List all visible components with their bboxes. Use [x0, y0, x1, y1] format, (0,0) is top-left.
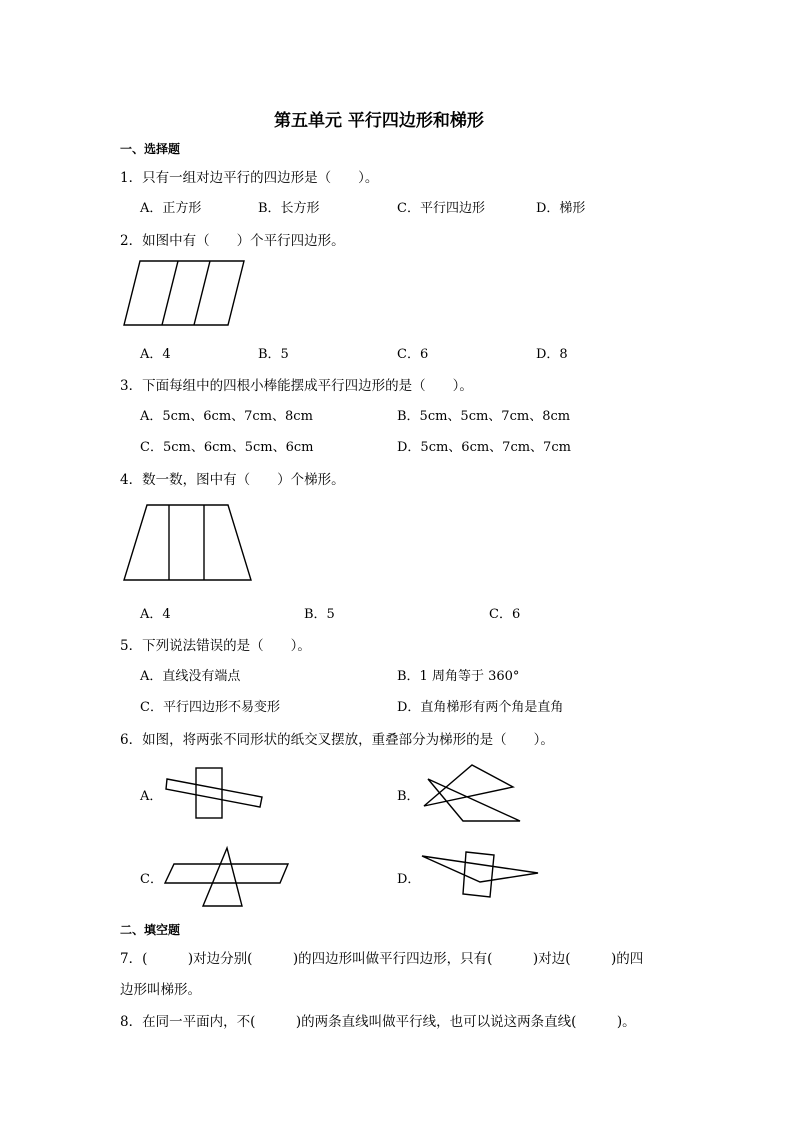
q6-option-d[interactable]: D． [397, 872, 421, 887]
q1-option-c[interactable]: C．平行四边形 [397, 201, 485, 216]
q1-option-b[interactable]: B．长方形 [258, 201, 320, 216]
q2-option-c[interactable]: C．6 [397, 347, 429, 362]
question-8: 8．在同一平面内，不( )的两条直线叫做平行线，也可以说这两条直线( )。 [120, 1014, 636, 1030]
q3-option-d[interactable]: D．5cm、6cm、7cm、7cm [397, 440, 571, 455]
q6-option-a[interactable]: A． [140, 789, 163, 804]
question-6: 6．如图，将两张不同形状的纸交叉摆放，重叠部分为梯形的是（ ）。 [120, 732, 554, 748]
q4-option-b[interactable]: B．5 [304, 607, 335, 622]
q6-option-b[interactable]: B． [397, 789, 420, 804]
q2-option-b[interactable]: B．5 [258, 347, 289, 362]
q1-option-d[interactable]: D．梯形 [536, 201, 586, 216]
section-heading-choice: 一、选择题 [120, 142, 181, 156]
q5-option-d[interactable]: D．直角梯形有两个角是直角 [397, 700, 564, 715]
q1-option-a[interactable]: A．正方形 [140, 201, 202, 216]
q4-option-a[interactable]: A．4 [140, 607, 171, 622]
q2-option-a[interactable]: A．4 [140, 347, 171, 362]
section-heading-fill: 二、填空题 [120, 923, 181, 937]
question-7-line-1: 7．( )对边分别( )的四边形叫做平行四边形，只有( )对边( )的四 [120, 951, 644, 967]
q3-option-a[interactable]: A．5cm、6cm、7cm、8cm [140, 409, 313, 424]
page-title: 第五单元 平行四边形和梯形 [274, 111, 484, 131]
question-5: 5．下列说法错误的是（ ）。 [120, 638, 311, 654]
figure-d-rectangle [463, 852, 494, 897]
q5-option-a[interactable]: A．直线没有端点 [140, 669, 241, 684]
figure-d-triangle [422, 856, 538, 882]
q6-option-c[interactable]: C． [140, 872, 163, 887]
question-2: 2．如图中有（ ）个平行四边形。 [120, 233, 345, 249]
question-3: 3．下面每组中的四根小棒能摆成平行四边形的是（ ）。 [120, 378, 473, 394]
q2-option-d[interactable]: D．8 [536, 347, 568, 362]
q5-option-c[interactable]: C．平行四边形不易变形 [140, 700, 280, 715]
q5-option-b[interactable]: B．1 周角等于 360° [397, 669, 520, 684]
question-7-line-2: 边形叫梯形。 [120, 982, 201, 998]
q4-option-c[interactable]: C．6 [489, 607, 521, 622]
question-1: 1．只有一组对边平行的四边形是（ ）。 [120, 170, 379, 186]
q3-option-c[interactable]: C．5cm、6cm、5cm、6cm [140, 440, 314, 455]
q3-option-b[interactable]: B．5cm、5cm、7cm、8cm [397, 409, 571, 424]
question-4: 4．数一数，图中有（ ）个梯形。 [120, 472, 345, 488]
